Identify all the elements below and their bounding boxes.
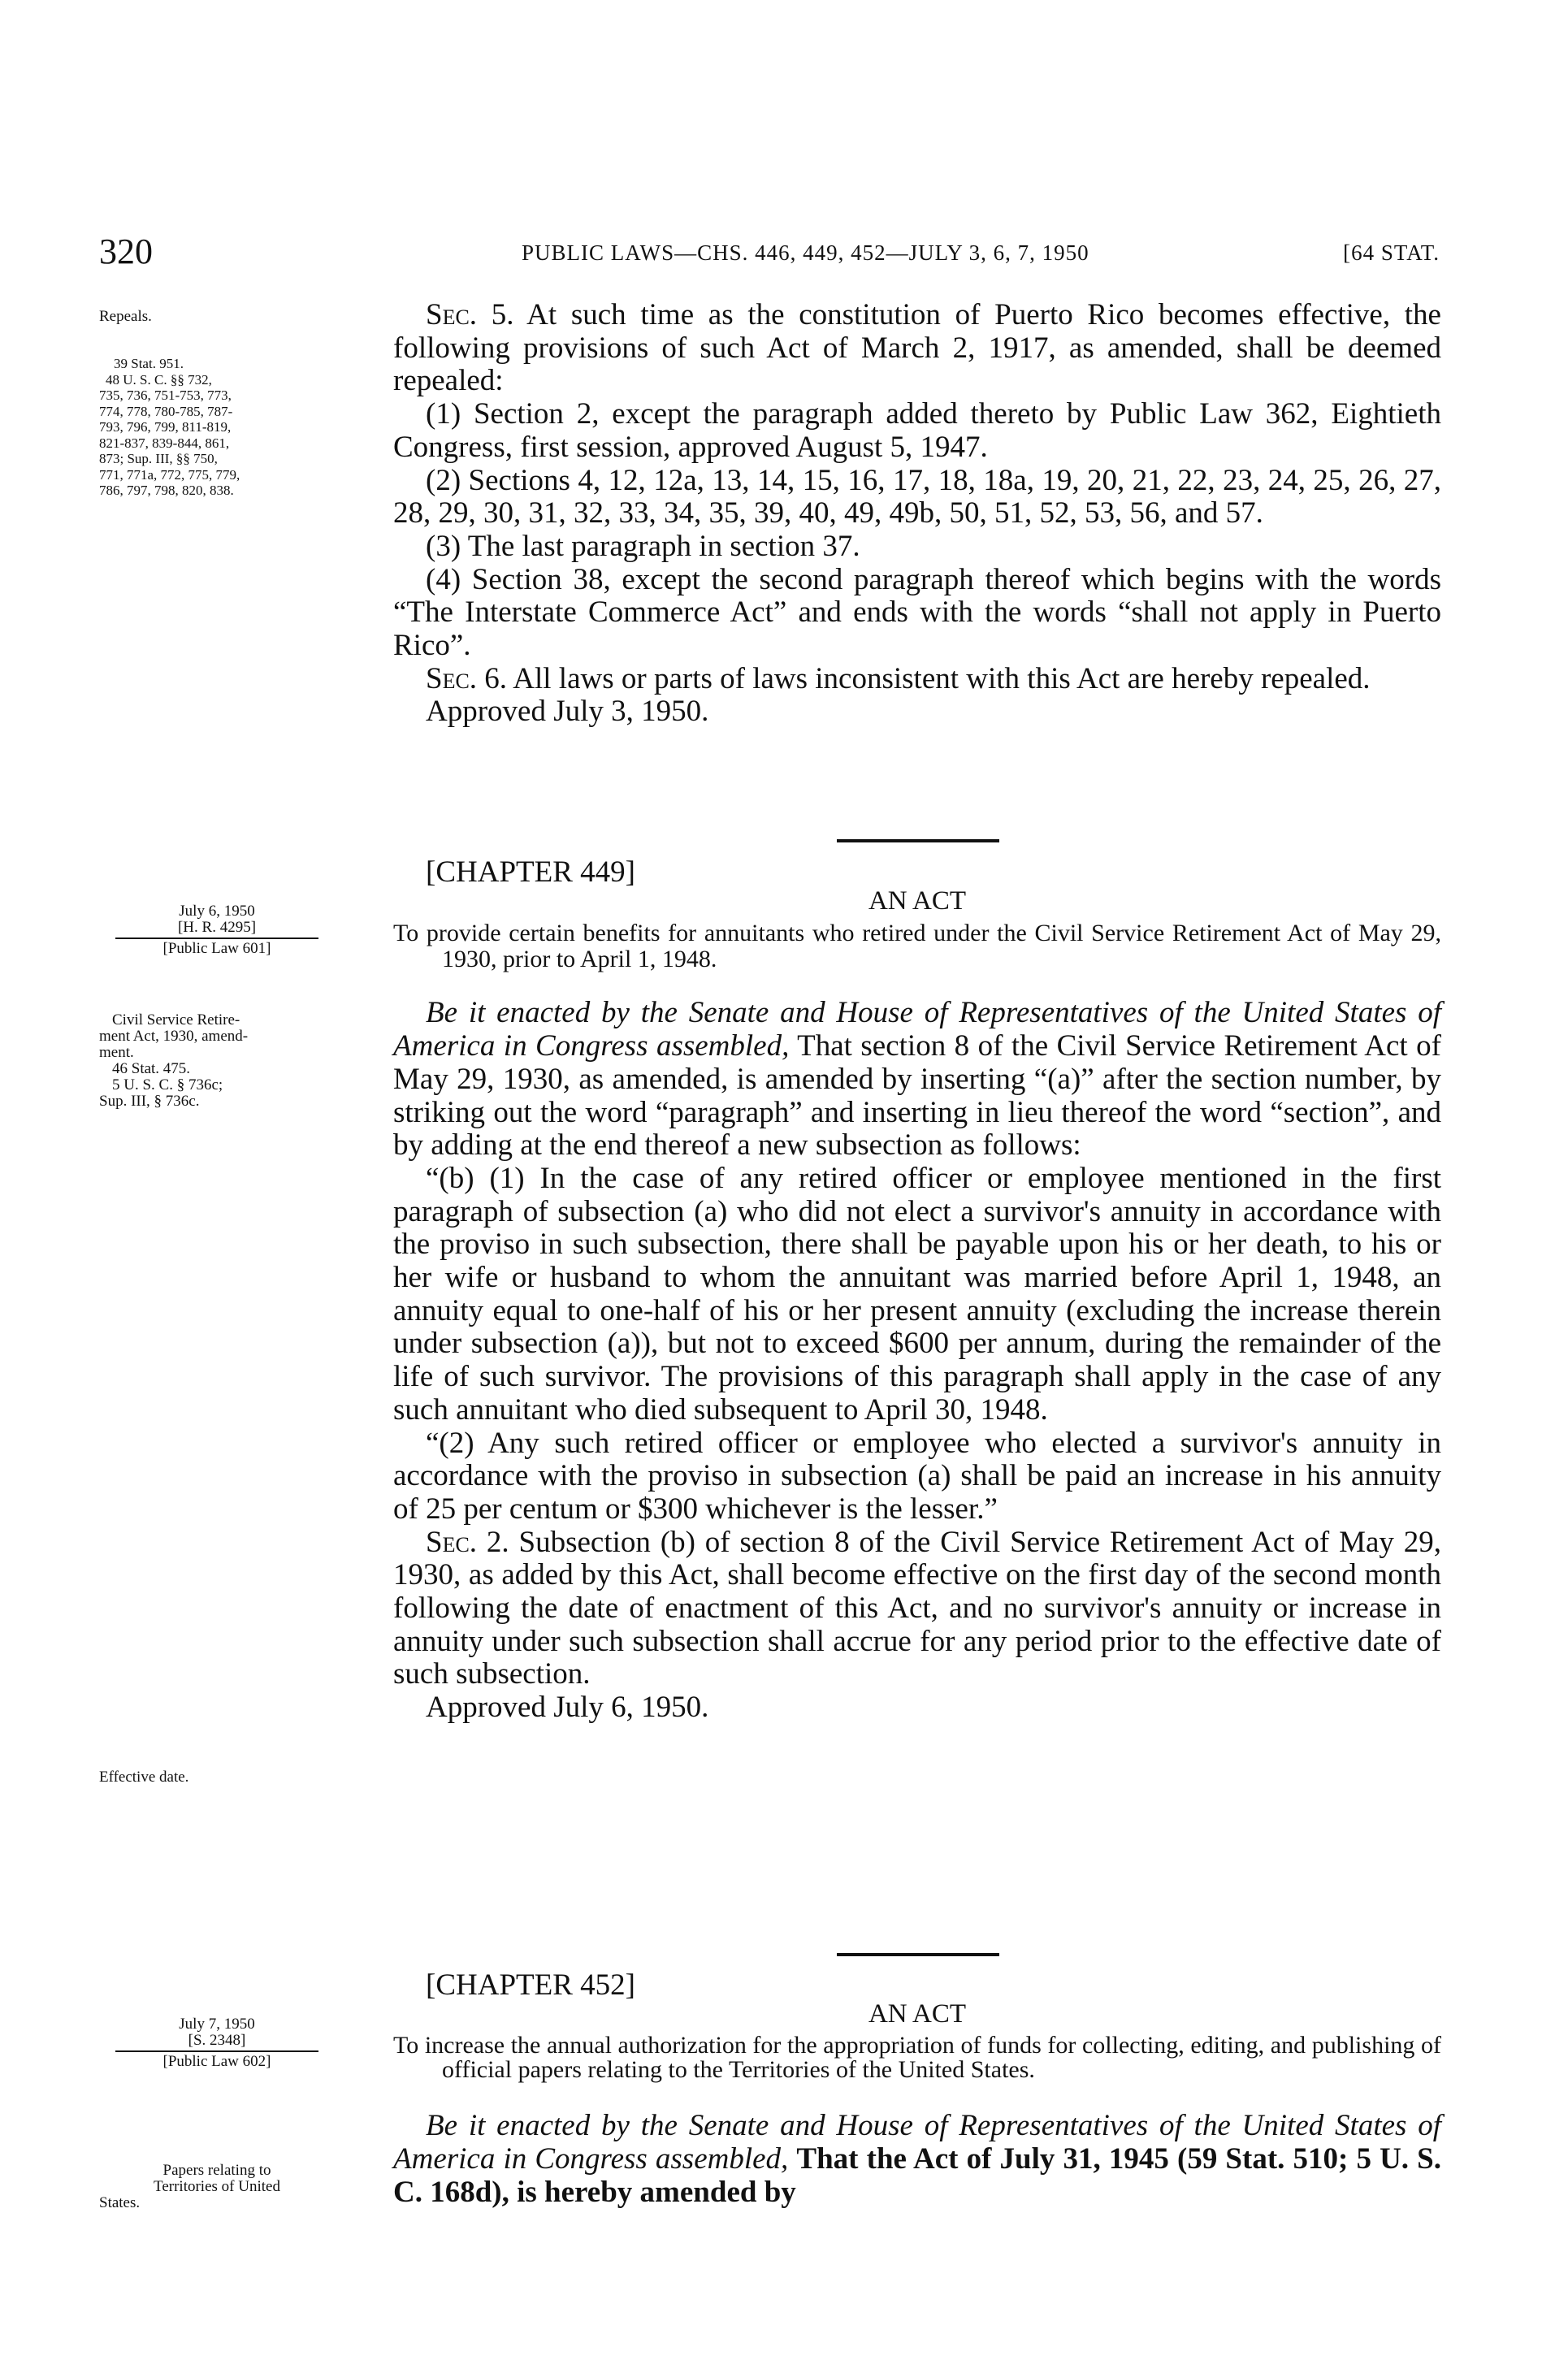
citation-line: 793, 796, 799, 811-819, bbox=[99, 419, 232, 435]
approved-july-3: Approved July 3, 1950. bbox=[426, 695, 709, 729]
public-law-number: [Public Law 602] bbox=[162, 2053, 271, 2070]
bill-number: [H. R. 4295] bbox=[177, 919, 257, 936]
an-act-heading: AN ACT bbox=[868, 886, 967, 916]
margin-ch452-info bbox=[99, 2016, 335, 2070]
margin-papers bbox=[99, 2163, 335, 2211]
enactment-date: July 7, 1950 bbox=[179, 2016, 255, 2033]
margin-rule bbox=[115, 2050, 318, 2052]
running-header bbox=[99, 232, 1440, 271]
citation-line: 873; Sup. III, §§ 750, bbox=[99, 451, 218, 466]
approved-july-6: Approved July 6, 1950. bbox=[426, 1691, 709, 1725]
chapter-452-enacting bbox=[393, 2110, 1441, 2209]
chapter-449-body: That section 8 of the Civil Service Retirement Act of May 29, 1930, as amended, is amended by inserting “(a)” after the section number, by striking out the word “paragraph” and inserting in lieu thereof the word “section”, and by adding at the end thereof a new subsection as follows: bbox=[393, 1029, 1441, 1163]
running-title: PUBLIC LAWS—CHS. 446, 449, 452—JULY 3, 6, 7, 1950 bbox=[522, 240, 1089, 265]
sec2-label: Sec. 2. bbox=[426, 1525, 509, 1559]
sec6-text: All laws or parts of laws inconsistent with this Act are hereby repealed. bbox=[513, 661, 1371, 695]
chapter-449-enacting bbox=[393, 997, 1441, 1163]
margin-line: Civil Service Retire- bbox=[112, 1011, 240, 1028]
chapter-452-body: That the Act of July 31, 1945 (59 Stat. 510; 5 U. S. C. 168d), is hereby amended by bbox=[393, 2142, 1441, 2209]
margin-line: ment Act, 1930, amend- bbox=[99, 1028, 249, 1045]
subsection-b2: “(2) Any such retired officer or employee who elected a survivor's annuity in accordance with the proviso in subsection (a) shall be paid an increase in his annuity of 25 per centum or $300 whichever is the lesser.” bbox=[393, 1426, 1441, 1526]
margin-line: Papers relating to bbox=[162, 2162, 271, 2179]
citation-line: 39 Stat. 951. bbox=[114, 356, 184, 371]
margin-line: Sup. III, § 736c. bbox=[99, 1093, 200, 1110]
margin-rule bbox=[115, 938, 318, 939]
margin-citations-repeal bbox=[99, 356, 343, 499]
citation-line: 786, 797, 798, 820, 838. bbox=[99, 483, 234, 498]
citation-line: 735, 736, 751-753, 773, bbox=[99, 388, 232, 403]
volume-ref: [64 STAT. bbox=[1343, 240, 1440, 265]
enactment-date: July 6, 1950 bbox=[179, 903, 255, 920]
sec5-intro-text: At such time as the constitution of Puerto Rico becomes effective, the following provisions of such Act of March 2, 1917, as amended, shall be deemed repealed: bbox=[393, 298, 1441, 398]
sec5-item-2: (2) Sections 4, 12, 12a, 13, 14, 15, 16, 17, 18, 18a, 19, 20, 21, 22, 23, 24, 25, 26, 27, 28, 29, 30, 31, 32, 33, 34, 35, 39, 40, 49, 49b, 50, 51, 52, 53, 56, and 57. bbox=[393, 463, 1441, 530]
margin-line: Territories of United bbox=[154, 2178, 280, 2195]
citation-line: 48 U. S. C. §§ 732, bbox=[106, 371, 212, 388]
an-act-heading: AN ACT bbox=[868, 1998, 967, 2029]
sec5-item-3: (3) The last paragraph in section 37. bbox=[426, 529, 860, 563]
enacting-clause: Be it enacted by the Senate and House of Representatives of the United States of America in Congress assembled, bbox=[393, 2109, 1441, 2176]
enacting-clause: Be it enacted by the Senate and House of Representatives of the United States of America in Congress assembled, bbox=[393, 996, 1441, 1063]
chapter-449-heading: [CHAPTER 449] bbox=[426, 855, 635, 889]
citation-line: 774, 778, 780-785, 787- bbox=[99, 403, 233, 419]
citation-line: 771, 771a, 772, 775, 779, bbox=[99, 466, 240, 483]
ch449-sec2 bbox=[393, 1526, 1441, 1692]
chapter-divider bbox=[837, 839, 999, 842]
chapter-449 bbox=[393, 856, 1441, 1725]
sec5-item-1: (1) Section 2, except the paragraph added thereto by Public Law 362, Eightieth Congress, first session, approved August 5, 1947. bbox=[393, 397, 1441, 464]
citation-line: 821-837, 839-844, 861, bbox=[99, 435, 230, 451]
margin-ch449-info bbox=[99, 903, 335, 957]
section-5-block bbox=[393, 299, 1441, 729]
sec5-item-4: (4) Section 38, except the second paragraph thereof which begins with the words “The Interstate Commerce Act” and ends with the words “shall not apply in Puerto Rico”. bbox=[393, 562, 1441, 663]
margin-note-repeals: Repeals. bbox=[99, 308, 152, 325]
margin-line: 46 Stat. 475. bbox=[112, 1060, 191, 1077]
chapter-452 bbox=[393, 1969, 1441, 2210]
chapter-452-heading: [CHAPTER 452] bbox=[426, 1968, 635, 2002]
margin-line: 5 U. S. C. § 736c; bbox=[112, 1076, 223, 1093]
margin-line: ment. bbox=[99, 1044, 134, 1061]
margin-civil-service bbox=[99, 1012, 343, 1110]
chapter-divider bbox=[837, 1953, 999, 1956]
sec2-text: Subsection (b) of section 8 of the Civil Service Retirement Act of May 29, 1930, as added by this Act, shall become effective on the first day of the second month following the date of enactment of this Act, and no survivor's annuity or increase in annuity under such subsection shall accrue for any period prior to the effective date of such subsection. bbox=[393, 1525, 1441, 1691]
sec5-label: Sec. 5. bbox=[426, 298, 514, 331]
public-law-number: [Public Law 601] bbox=[162, 940, 271, 957]
chapter-452-purpose: To increase the annual authorization for the appropriation of funds for collecting, editing, and publishing of official papers relating to the Territories of the United States. bbox=[393, 2032, 1441, 2084]
margin-line: States. bbox=[99, 2194, 141, 2211]
sec5-intro bbox=[393, 299, 1441, 398]
subsection-b1: “(b) (1) In the case of any retired officer or employee mentioned in the first paragraph of subsection (a) who did not elect a survivor's annuity in accordance with the proviso in such subsection, there shall be payable upon his or her death, to his or her wife or husband to whom the annuitant was married before April 1, 1948, an annuity equal to one-half of his or her present annuity (excluding the increase therein under subsection (a)), but not to exceed $600 per annum, during the remainder of the life of such survivor. The provisions of this paragraph shall apply in the case of any such annuitant who died subsequent to April 30, 1948. bbox=[393, 1161, 1441, 1427]
sec6-label: Sec. 6. bbox=[426, 661, 508, 695]
page-number: 320 bbox=[99, 232, 153, 271]
bill-number: [S. 2348] bbox=[188, 2032, 246, 2049]
chapter-449-purpose: To provide certain benefits for annuitants who retired under the Civil Service Retirement Act of May 29, 1930, prior to April 1, 1948. bbox=[393, 920, 1441, 973]
sec6-paragraph bbox=[393, 663, 1441, 696]
margin-effective-date: Effective date. bbox=[99, 1769, 189, 1786]
